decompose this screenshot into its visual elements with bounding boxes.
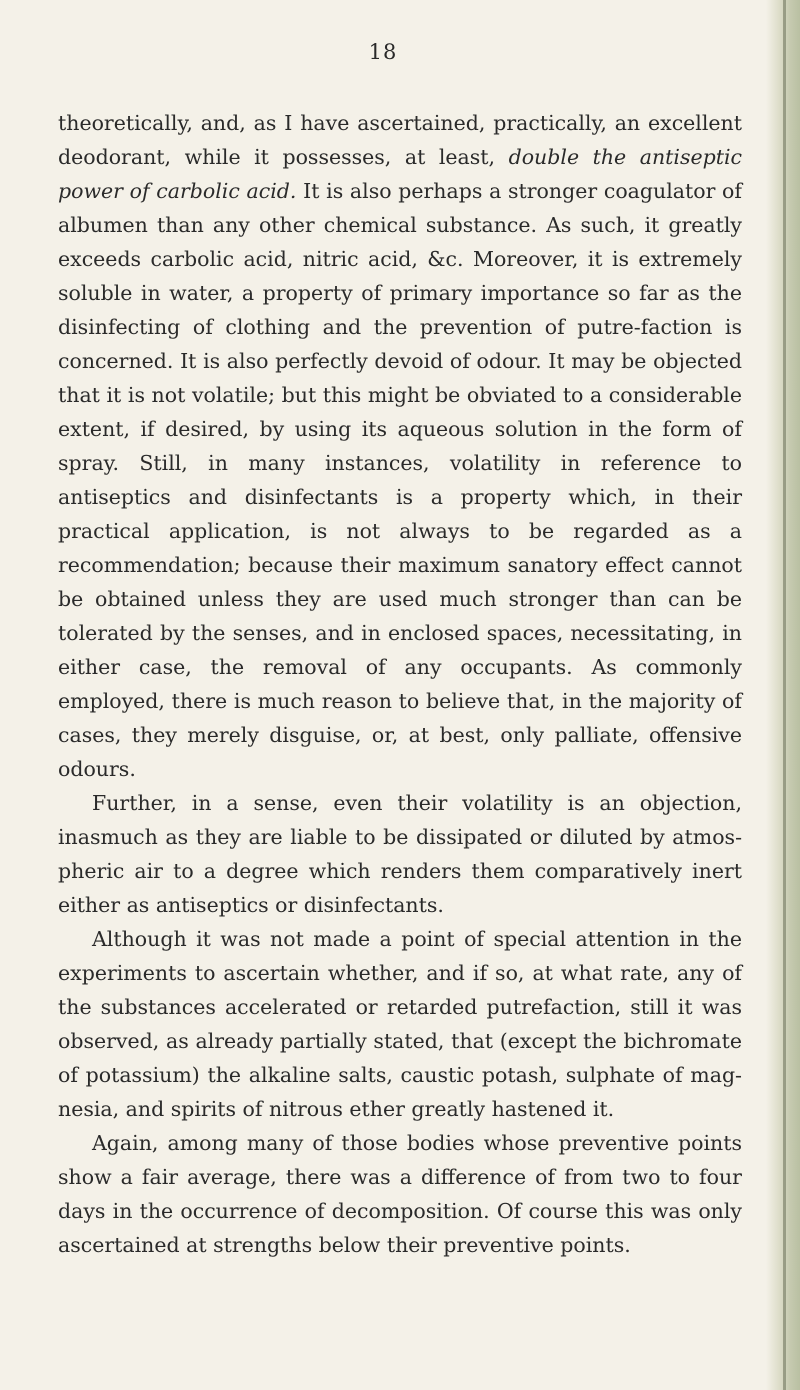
paragraph-3: Although it was not made a point of special attention in the experiments to ascertain whether, and if so, at what rate, any of the substances accelerated or retarded putrefaction, still it was observed, as already partially stated, that (except the bichromate of potassium) the alkaline salts, caustic potash, sulphate of mag-nesia, and spirits of nitrous ether greatly hastened it. <box>58 927 742 1121</box>
paragraph-1-italic-phrase: double the antiseptic power of carbolic acid. <box>58 145 743 203</box>
paragraph-1-span-3: It is also perhaps a stronger coagulator of albumen than any other chemical substance. As such, it greatly exceeds carbolic acid, nitric acid, &c. Moreover, it is extremely soluble in water, a property of primary importance so far as the disinfecting of clothing and the prevention of putre-faction is concerned. It is also perfectly devoid of odour. It may be objected that it is not volatile; but this might be obviated to a considerable extent, if desired, by using its aqueous solution in the form of spray. Still, in many instances, volatility in reference to antiseptics and disinfectants is a property which, in their practical application, is not always to be regarded as a recommendation; because their maximum sanatory effect cannot be obtained unless they are used much stronger than can be tolerated by the senses, and in enclosed spaces, necessitating, in either case, the removal of any occupants. As commonly employed, there is much reason to believe that, in the majority of cases, they merely disguise, or, at best, only palliate, offensive odours. <box>58 179 742 781</box>
paragraph-1-span-1: theoretically, and, as I have ascertained, practically, an excellent deodorant, while it possesses, at least, <box>58 111 742 169</box>
page-number: 18 <box>368 40 398 64</box>
paragraph-1 <box>58 106 742 786</box>
paragraph-4: Again, among many of those bodies whose preventive points show a fair average, there was a difference of from two to four days in the occurrence of decomposition. Of course this was only ascertained at strengths below their preventive points. <box>58 1131 742 1257</box>
paragraph-2: Further, in a sense, even their volatility is an objection, inasmuch as they are liable to be dissipated or diluted by atmos-pheric air to a degree which renders them comparatively inert either as antiseptics or disinfectants. <box>58 791 742 917</box>
page-binding-line <box>783 0 786 1390</box>
body-text <box>58 106 742 1262</box>
